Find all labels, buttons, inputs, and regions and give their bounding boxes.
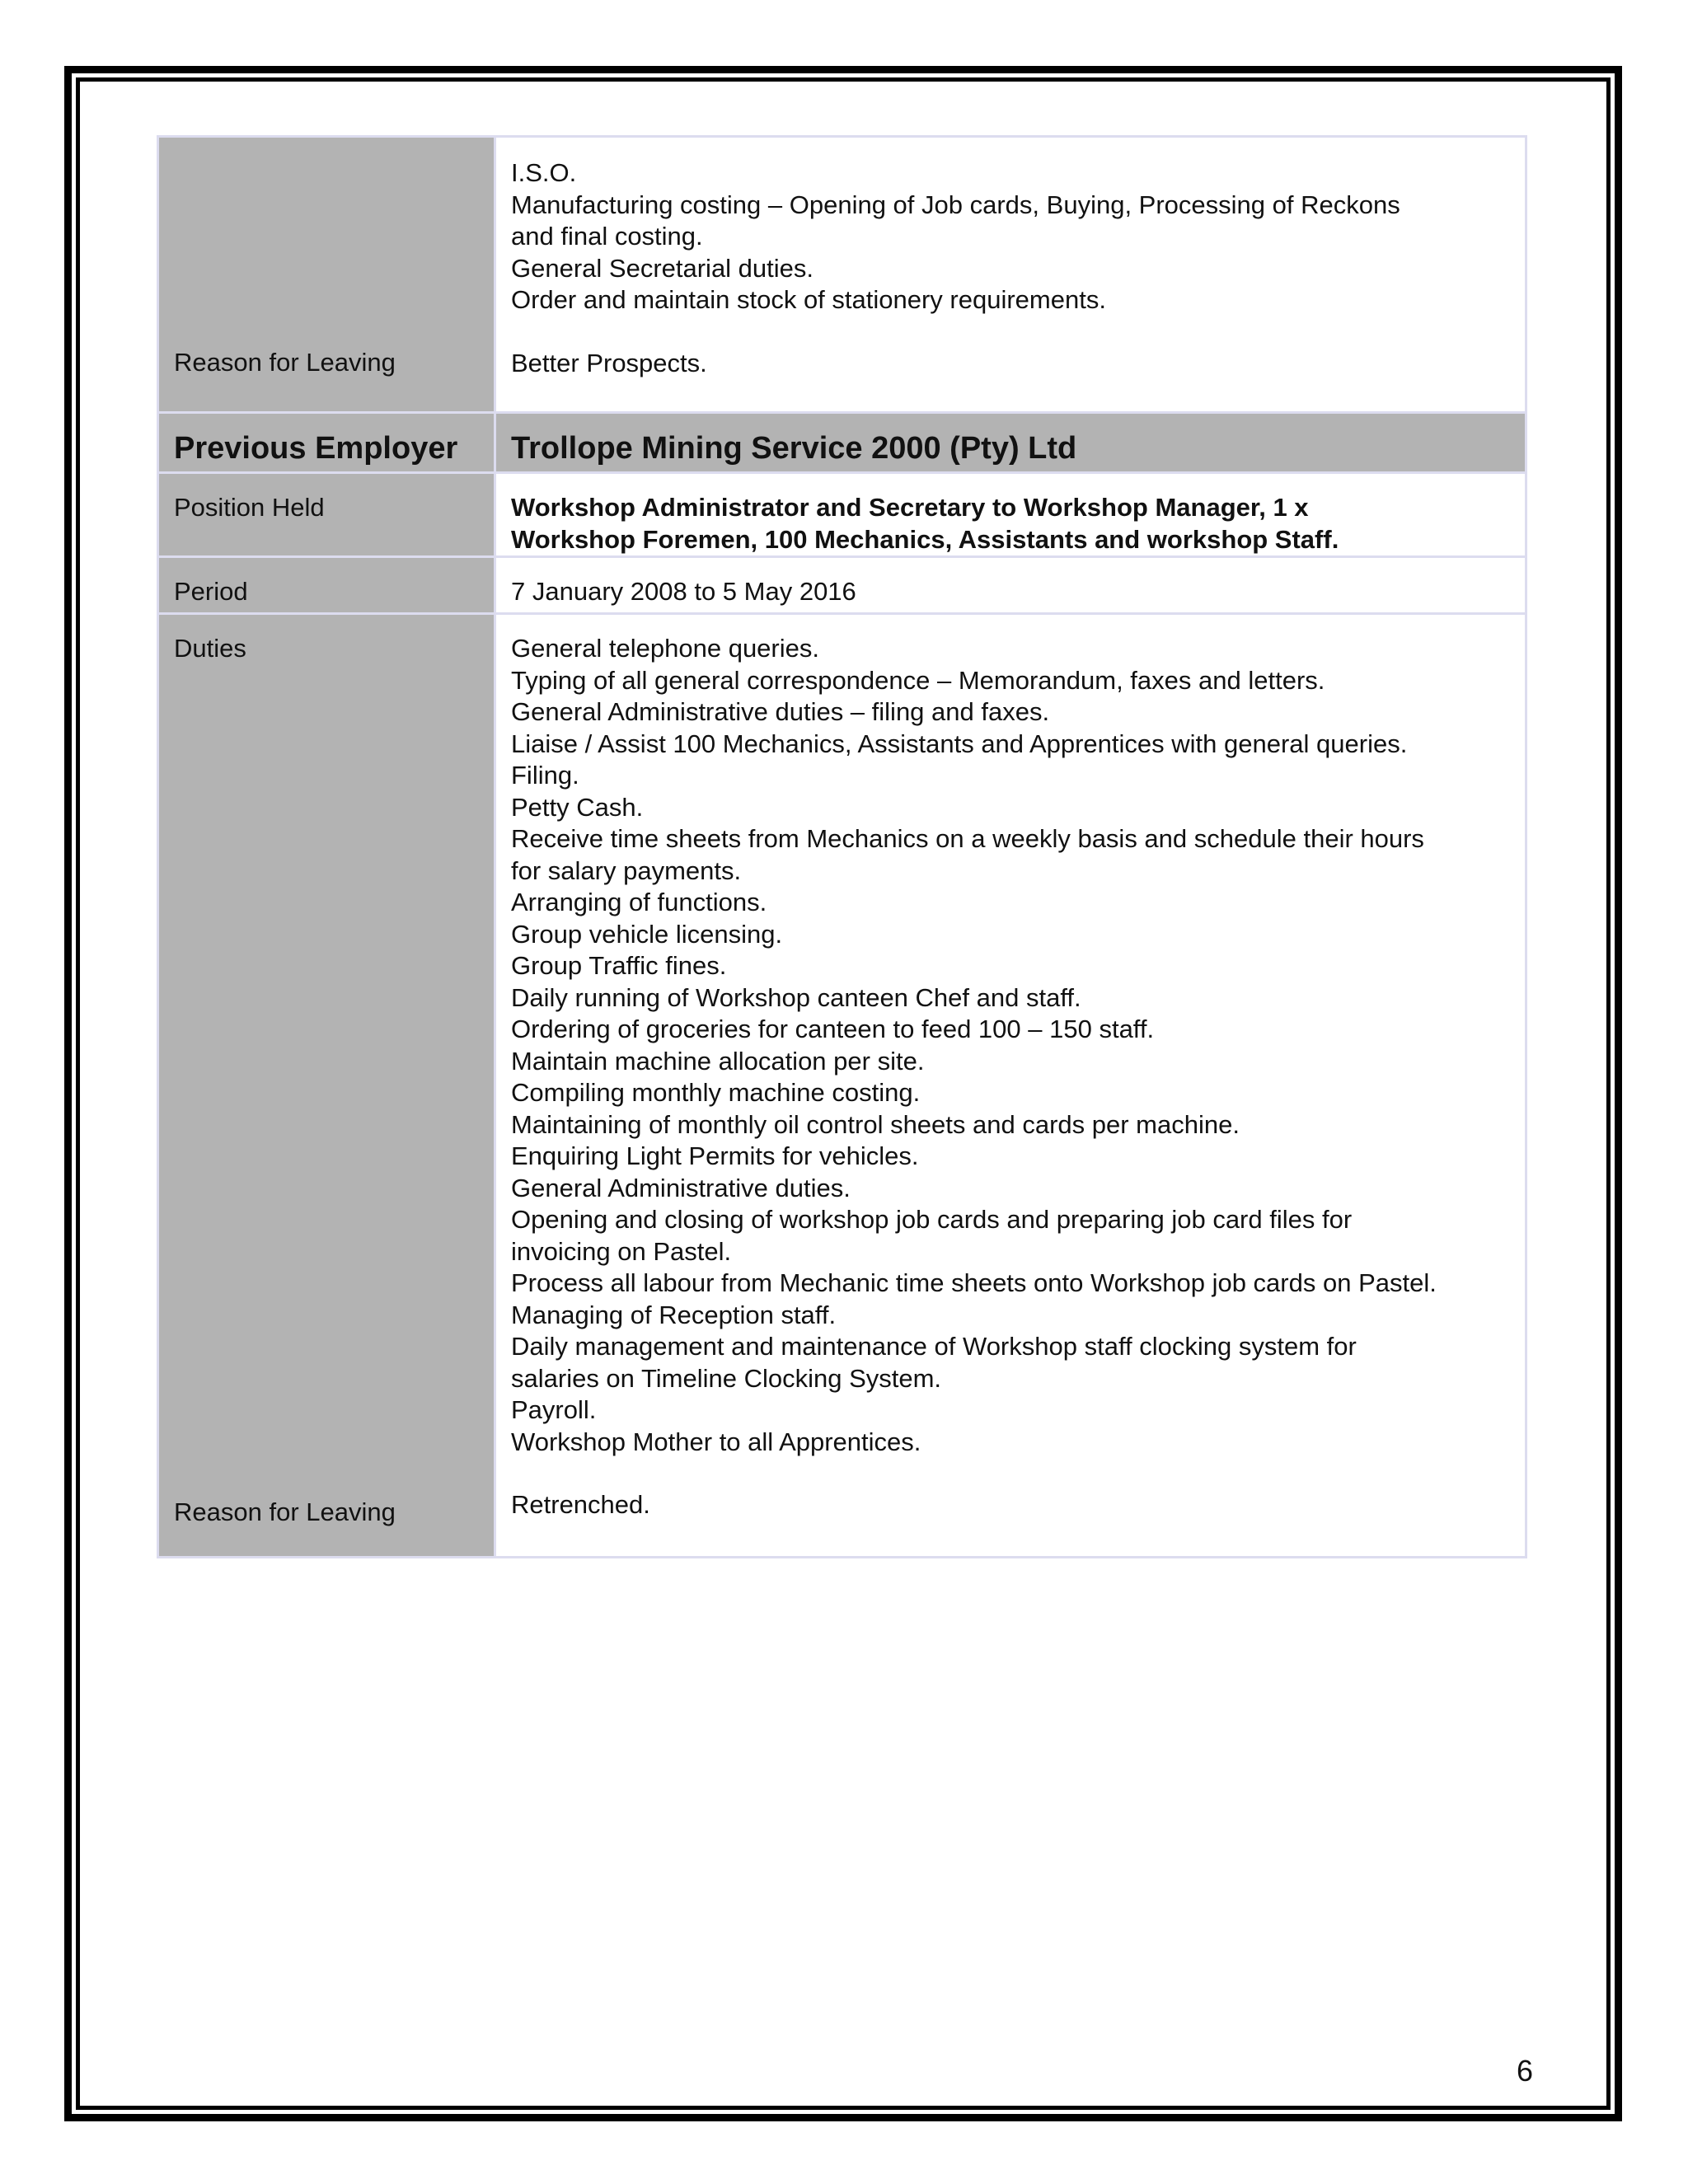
prev-duty-line: I.S.O.: [511, 158, 577, 187]
duty-line: Ordering of groceries for canteen to feed 100 – 150 staff.: [511, 1015, 1155, 1043]
duty-line: Group Traffic fines.: [511, 951, 727, 980]
duty-line: Maintain machine allocation per site.: [511, 1046, 925, 1076]
reason-label: Reason for Leaving: [174, 1497, 396, 1526]
prev-duty-line: and final costing.: [511, 222, 703, 251]
prev-label-cell: [158, 137, 495, 413]
prev-reason-value: Better Prospects.: [511, 348, 707, 377]
prev-duty-line: Order and maintain stock of stationery requirements.: [511, 285, 1106, 314]
duties-label: Duties: [174, 634, 246, 663]
employer-header-label: Previous Employer: [158, 413, 495, 473]
duty-line: Opening and closing of workshop job cards and preparing job card files for: [511, 1205, 1353, 1234]
prev-content-cell: [495, 137, 1526, 413]
position-label: Position Held: [158, 473, 495, 557]
position-row: [158, 473, 1526, 557]
duty-line: General Administrative duties – filing and faxes.: [511, 697, 1050, 726]
duty-line: Daily running of Workshop canteen Chef and staff.: [511, 982, 1081, 1012]
duty-line: Receive time sheets from Mechanics on a weekly basis and schedule their hours: [511, 824, 1424, 853]
duty-line: Managing of Reception staff.: [511, 1300, 837, 1329]
employer-header-row: [158, 413, 1526, 473]
duty-line: Process all labour from Mechanic time sheets onto Workshop job cards on Pastel.: [511, 1268, 1437, 1297]
duties-row: [158, 614, 1526, 1558]
duty-line: salaries on Timeline Clocking System.: [511, 1363, 942, 1393]
duty-line: Arranging of functions.: [511, 888, 767, 916]
reason-value: Retrenched.: [511, 1490, 650, 1519]
duty-line: General Administrative duties.: [511, 1173, 851, 1202]
period-label: Period: [158, 557, 495, 614]
duty-line: for salary payments.: [511, 855, 742, 885]
duty-line: Workshop Mother to all Apprentices.: [511, 1427, 921, 1456]
period-row: [158, 557, 1526, 614]
prev-duty-line: General Secretarial duties.: [511, 253, 814, 283]
duty-line: Typing of all general correspondence – Memorandum, faxes and letters.: [511, 665, 1325, 695]
page-number: 6: [1516, 2054, 1533, 2088]
duty-line: Group vehicle licensing.: [511, 919, 783, 949]
duties-content-cell: [495, 614, 1526, 1558]
prev-reason-label: Reason for Leaving: [174, 348, 396, 377]
position-line: Workshop Foremen, 100 Mechanics, Assistants and workshop Staff.: [511, 524, 1339, 554]
position-value: [495, 473, 1526, 557]
duty-line: Maintaining of monthly oil control sheets and cards per machine.: [511, 1109, 1240, 1139]
duty-line: General telephone queries.: [511, 634, 819, 663]
duty-line: Payroll.: [511, 1395, 597, 1424]
employment-table: [157, 135, 1527, 1558]
prev-duties-row: [158, 137, 1526, 413]
employer-name: Trollope Mining Service 2000 (Pty) Ltd: [495, 413, 1526, 473]
duty-line: invoicing on Pastel.: [511, 1236, 732, 1266]
duty-line: Liaise / Assist 100 Mechanics, Assistants and Apprentices with general queries.: [511, 729, 1408, 758]
duty-line: Compiling monthly machine costing.: [511, 1078, 921, 1107]
duty-line: Petty Cash.: [511, 792, 644, 822]
duties-label-cell: [158, 614, 495, 1558]
position-line: Workshop Administrator and Secretary to Workshop Manager, 1 x: [511, 493, 1309, 522]
duty-line: Enquiring Light Permits for vehicles.: [511, 1141, 919, 1170]
prev-duty-line: Manufacturing costing – Opening of Job cards, Buying, Processing of Reckons: [511, 190, 1400, 219]
duty-line: Filing.: [511, 761, 579, 790]
period-value: 7 January 2008 to 5 May 2016: [495, 557, 1526, 614]
duty-line: Daily management and maintenance of Workshop staff clocking system for: [511, 1332, 1357, 1361]
